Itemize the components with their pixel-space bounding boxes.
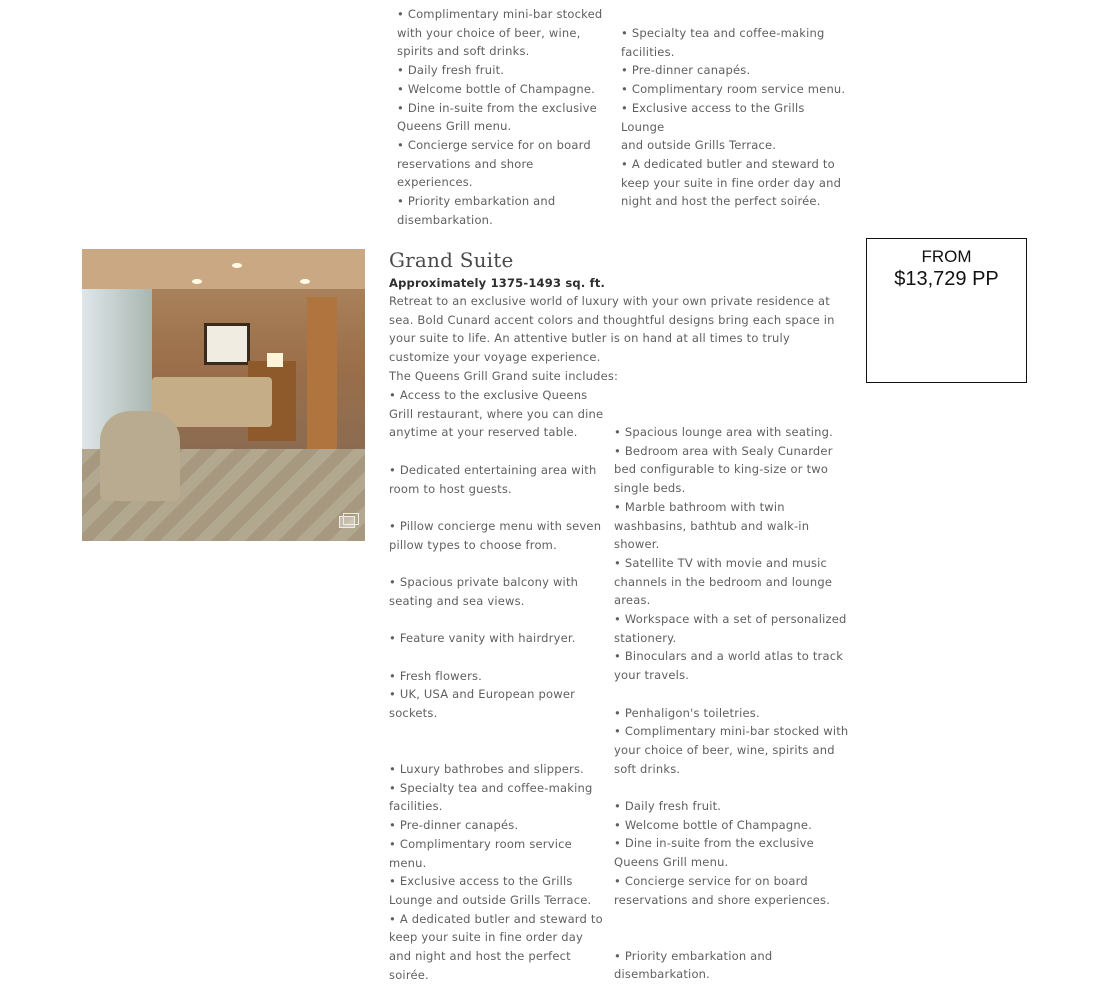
price-from-label: FROM	[921, 247, 972, 266]
suite-photo[interactable]	[82, 249, 365, 541]
suite-description-text: Retreat to an exclusive world of luxury with your own private residence at sea. Bold Cunard accent colors and thoughtful designs bring each space in your suite to life. An attentive butler is on hand at all times to truly customize your voyage experience.	[389, 294, 835, 365]
previous-suite-amenities-right	[621, 24, 851, 211]
suite-size: Approximately 1375-1493 sq. ft.	[389, 276, 606, 290]
suite-amenities-right	[614, 423, 849, 984]
amenity-list-text: • Specialty tea and coffee-making facilities. • Pre-dinner canapés. • Complimentary room service menu. • Exclusive access to the Grills Lounge and outside Grills Terrace. • A dedicated butler and steward to keep your suite in fine order day and night and host the perfect soirée.	[621, 26, 846, 209]
previous-suite-amenities-left	[397, 5, 612, 229]
amenity-list-text: • Complimentary mini-bar stocked with your choice of beer, wine, spirits and soft drinks. • Daily fresh fruit. • Welcome bottle of Champagne. • Dine in-suite from the exclusive Queens Grill menu. • Concierge service for on board reservations and shore experiences. • Priority embarkation and disembarkation.	[397, 7, 603, 227]
suite-title: Grand Suite	[389, 248, 514, 272]
gallery-icon[interactable]	[339, 516, 355, 528]
price-amount: $13,729 PP	[894, 268, 999, 290]
includes-heading: The Queens Grill Grand suite includes:	[389, 368, 619, 383]
amenity-list-text: • Spacious lounge area with seating. • Bedroom area with Sealy Cunarder bed configurable to king-size or two single beds. • Marble bathroom with twin washbasins, bathtub and walk-in shower. • Satellite TV with movie and music channels in the bedroom and lounge areas. • Workspace with a set of personalized stationery. • Binoculars and a world atlas to track your travels. • Penhaligon's toiletries. • Complimentary mini-bar stocked with your choice of beer, wine, spirits and soft drinks. • Daily fresh fruit. • Welcome bottle of Champagne. • Dine in-suite from the exclusive Queens Grill menu. • Concierge service for on board reservations and shore experiences. • Priority embarkation and disembarkation.	[614, 425, 849, 982]
price-box	[866, 238, 1027, 383]
suite-amenities-left	[389, 386, 607, 985]
suite-description	[389, 292, 849, 386]
amenity-list-text: • Access to the exclusive Queens Grill restaurant, where you can dine anytime at your reserved table. • Dedicated entertaining area with room to host guests. • Pillow concierge menu with seven pillow types to choose from. • Spacious private balcony with seating and sea views. • Feature vanity with hairdryer. • Fresh flowers. • UK, USA and European power sockets. • Luxury bathrobes and slippers. • Specialty tea and coffee-making facilities. • Pre-dinner canapés. • Complimentary room service menu. • Exclusive access to the Grills Lounge and outside Grills Terrace. • A dedicated butler and steward to keep your suite in fine order day and night and host the perfect soirée.	[389, 388, 604, 982]
